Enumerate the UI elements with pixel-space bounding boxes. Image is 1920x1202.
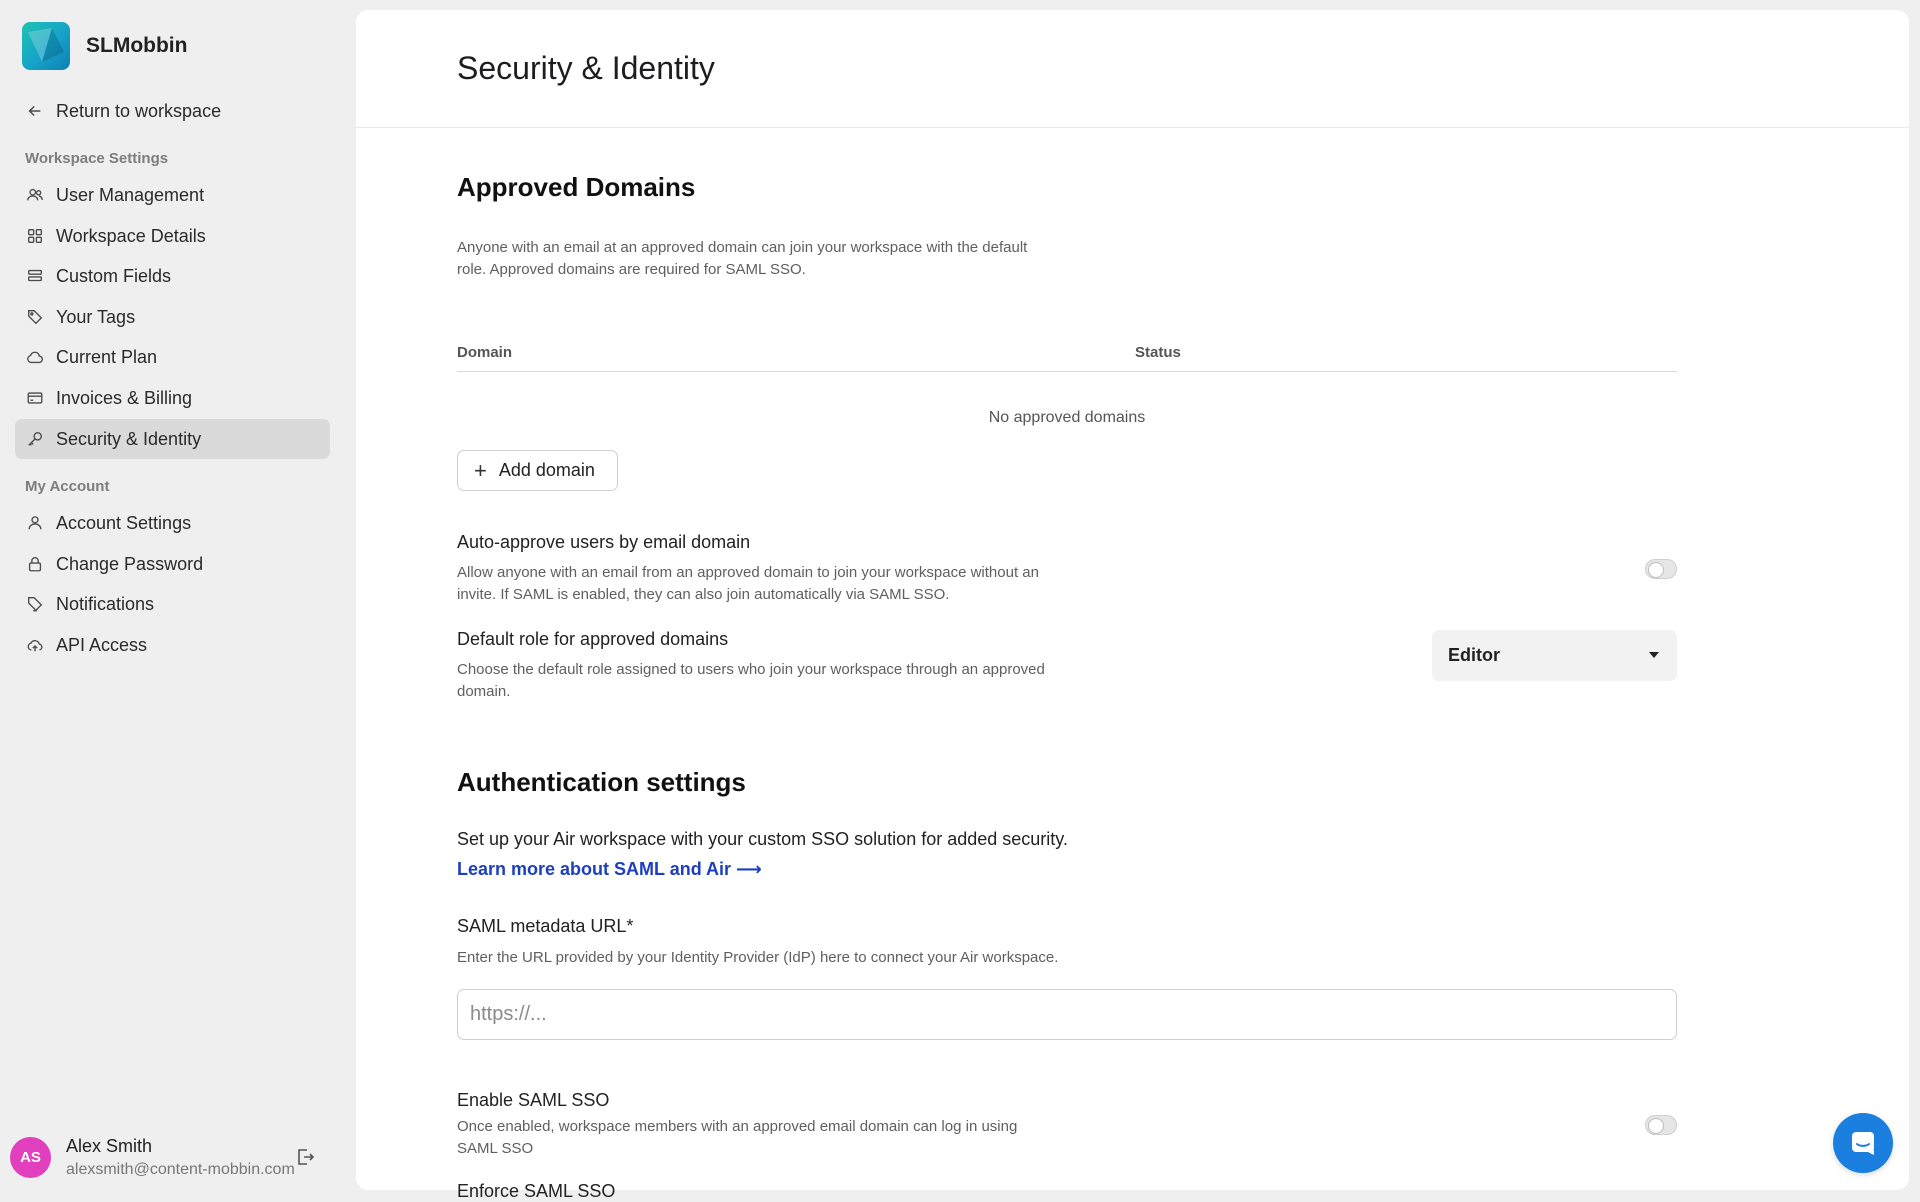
sidebar-item-user-management[interactable] — [15, 175, 330, 215]
lock-icon — [25, 554, 45, 574]
users-icon — [25, 185, 45, 205]
enforce-saml-title: Enforce SAML SSO — [457, 1181, 616, 1201]
enable-saml-title: Enable SAML SSO — [457, 1090, 610, 1110]
return-to-workspace-link[interactable] — [15, 91, 330, 131]
fields-icon — [25, 266, 45, 286]
sidebar-item-change-password[interactable] — [15, 544, 330, 584]
sidebar-item-notifications[interactable] — [15, 584, 330, 624]
sidebar-item-workspace-details[interactable] — [15, 216, 330, 256]
page-header — [356, 10, 1909, 128]
auto-approve-desc-2: invite. If SAML is enabled, they can also join automatically via SAML SSO. — [457, 586, 950, 603]
column-domain: Domain — [457, 344, 513, 361]
sidebar-item-security-identity[interactable] — [15, 419, 330, 459]
default-role-desc-1: Choose the default role assigned to users who join your workspace through an approved — [457, 661, 1045, 678]
default-role-title: Default role for approved domains — [457, 629, 729, 649]
sidebar-item-label: Workspace Details — [56, 225, 206, 246]
bell-icon — [25, 594, 45, 614]
authentication-settings-heading: Authentication settings — [457, 767, 746, 797]
sidebar-item-api-access[interactable] — [15, 625, 330, 665]
sidebar-item-label: Security & Identity — [56, 428, 202, 449]
key-icon — [25, 429, 45, 449]
arrow-left-icon — [25, 101, 45, 121]
approved-domains-heading: Approved Domains — [457, 172, 696, 202]
logout-icon[interactable] — [294, 1146, 316, 1168]
saml-metadata-url-input[interactable] — [457, 989, 1677, 1040]
sidebar — [0, 0, 356, 1200]
caret-down-icon — [1649, 652, 1659, 658]
sidebar-item-custom-fields[interactable] — [15, 256, 330, 296]
saml-metadata-label: SAML metadata URL* — [457, 916, 634, 936]
sidebar-item-label: User Management — [56, 184, 205, 205]
learn-more-saml-link[interactable]: Learn more about SAML and Air ⟶ — [457, 859, 762, 879]
user-email: alexsmith@content-mobbin.com — [66, 1161, 295, 1178]
saml-metadata-desc: Enter the URL provided by your Identity Provider (IdP) here to connect your Air workspace. — [457, 949, 1059, 966]
default-role-select[interactable] — [1432, 630, 1677, 681]
user-icon — [25, 513, 45, 533]
sidebar-item-label: Notifications — [56, 593, 155, 614]
cloud-icon — [25, 347, 45, 367]
approved-domains-desc-2: role. Approved domains are required for SAML SSO. — [457, 261, 806, 278]
chat-support-button[interactable] — [1833, 1113, 1893, 1173]
user-name: Alex Smith — [66, 1136, 153, 1156]
sidebar-item-current-plan[interactable] — [15, 337, 330, 377]
auto-approve-desc-1: Allow anyone with an email from an approved domain to join your workspace without an — [457, 564, 1039, 581]
chat-icon — [1848, 1128, 1878, 1158]
sidebar-item-label: Current Plan — [56, 346, 158, 367]
cloud-upload-icon — [25, 635, 45, 655]
sidebar-item-label: Invoices & Billing — [56, 387, 193, 408]
empty-domains-message: No approved domains — [988, 409, 1146, 426]
default-role-desc-2: domain. — [457, 683, 511, 700]
domains-table-header — [457, 336, 1677, 372]
return-label: Return to workspace — [56, 100, 222, 121]
user-info — [66, 1136, 295, 1179]
card-icon — [25, 388, 45, 408]
sidebar-item-your-tags[interactable] — [15, 297, 330, 337]
column-status: Status — [1135, 344, 1181, 361]
auto-approve-title: Auto-approve users by email domain — [457, 532, 751, 552]
brand[interactable] — [22, 22, 187, 70]
sidebar-item-label: API Access — [56, 634, 148, 655]
enable-saml-toggle[interactable] — [1645, 1115, 1677, 1135]
auth-lead-text: Set up your Air workspace with your custom SSO solution for added security. — [457, 829, 1068, 849]
user-profile — [10, 1136, 340, 1179]
tag-icon — [25, 307, 45, 327]
sidebar-item-invoices-billing[interactable] — [15, 378, 330, 418]
sidebar-item-label: Your Tags — [56, 306, 136, 327]
brand-logo-icon — [22, 22, 70, 70]
auto-approve-toggle[interactable] — [1645, 559, 1677, 579]
my-account-heading: My Account — [25, 478, 110, 495]
add-domain-label: Add domain — [498, 460, 595, 480]
sidebar-item-label: Custom Fields — [56, 265, 172, 286]
grid-icon — [25, 226, 45, 246]
sidebar-item-label: Change Password — [56, 553, 204, 574]
enable-saml-desc-2: SAML SSO — [457, 1140, 534, 1157]
default-role-value: Editor — [1448, 645, 1500, 665]
workspace-name: SLMobbin — [86, 34, 188, 57]
avatar[interactable]: AS — [10, 1137, 51, 1178]
sidebar-item-account-settings[interactable] — [15, 503, 330, 543]
approved-domains-desc-1: Anyone with an email at an approved domain can join your workspace with the default — [457, 239, 1028, 256]
add-domain-button[interactable] — [457, 450, 618, 491]
plus-icon: + — [474, 457, 487, 483]
enable-saml-desc-1: Once enabled, workspace members with an approved email domain can log in using — [457, 1118, 1018, 1135]
sidebar-item-label: Account Settings — [56, 512, 192, 533]
page-title: Security & Identity — [457, 50, 715, 86]
main-panel — [356, 10, 1909, 1201]
workspace-settings-heading: Workspace Settings — [25, 150, 169, 167]
